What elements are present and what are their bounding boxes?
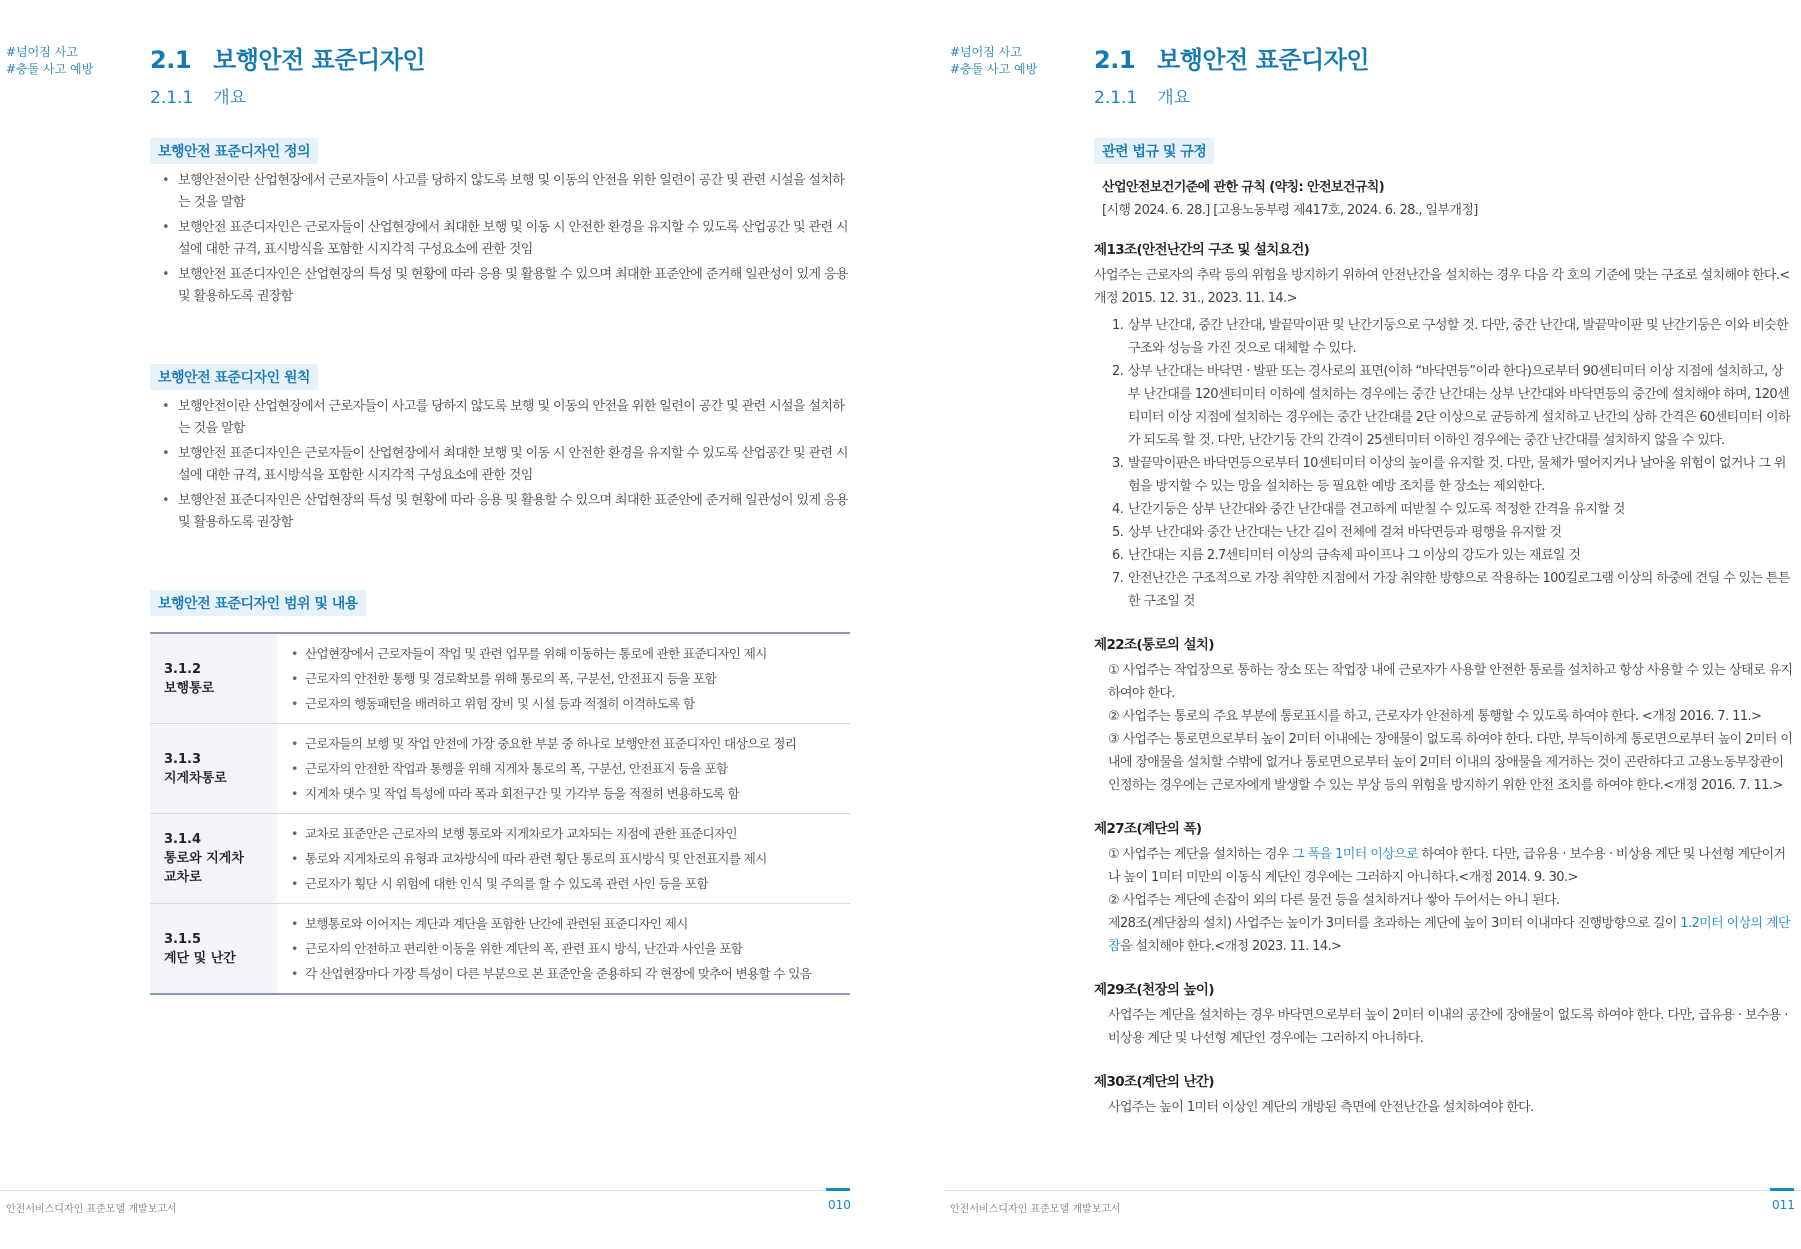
bullet-item: • 보행안전 표준디자인은 산업현장의 특성 및 현황에 따라 응용 및 활용할 수 있으며 최대한 표준안에 준거해 일관성이 있게 응용 및 활용하도록 권장함 xyxy=(150,264,850,308)
page-number: 011 xyxy=(1772,1198,1795,1212)
row-key: 3.1.2 보행통로 xyxy=(150,633,277,724)
article-30: 제30조(계단의 난간) 사업주는 높이 1미터 이상인 계단의 개방된 측면에 안전난간을 설치하여야 한다. xyxy=(1094,1070,1794,1119)
paragraph: ① 사업주는 계단을 설치하는 경우 그 폭을 1미터 이상으로 하여야 한다. 다만, 급유용 · 보수용 · 비상용 계단 및 나선형 계단이거나 높이 1미터 미만의 이동식 계단인 경우에는 그러하지 아니하다.<개정 2014. 9. 30.> xyxy=(1108,847,1786,885)
section-badge: 보행안전 표준디자인 원칙 xyxy=(150,364,318,390)
table-bullet: • 교차로 표준안은 근로자의 보행 통로와 지게차로가 교차되는 지점에 관한 표준디자인 xyxy=(291,821,850,846)
table-bullet: • 산업현장에서 근로자들이 작업 및 관련 업무를 위해 이동하는 통로에 관한 표준디자인 제시 xyxy=(291,641,850,666)
footer-title: 안전서비스디자인 표준모델 개발보고서 xyxy=(6,1204,177,1215)
page-number: 010 xyxy=(828,1198,851,1212)
table-bullet: • 근로자들의 보행 및 작업 안전에 가장 중요한 부분 중 하나로 보행안전 표준디자인 대상으로 정리 xyxy=(291,731,850,756)
table-bullet: • 지게차 댓수 및 작업 특성에 따라 폭과 회전구간 및 가각부 등을 적절히 변용하도록 함 xyxy=(291,781,850,806)
list-item: 4. 난간기둥은 상부 난간대와 중간 난간대를 견고하게 떠받칠 수 있도록 적정한 간격을 유지할 것 xyxy=(1112,502,1625,517)
list-item: 6. 난간대는 지름 2.7센티미터 이상의 금속제 파이프나 그 이상의 강도가 있는 재료일 것 xyxy=(1112,548,1581,563)
list-item: 3. 발끝막이판은 바닥면등으로부터 10센티미터 이상의 높이를 유지할 것. 다만, 물체가 떨어지거나 날아올 위험이 없거나 그 위험을 방지할 수 있는 망을 설치하는 등 필요한 예방 조치를 한 장소는 제외한다. xyxy=(1112,456,1786,494)
bullet-item: • 보행안전이란 산업현장에서 근로자들이 사고를 당하지 않도록 보행 및 이동의 안전을 위한 일련이 공간 및 관련 시설을 설치하는 것을 말함 xyxy=(150,170,850,214)
bullet-item: • 보행안전 표준디자인은 근로자들이 산업현장에서 최대한 보행 및 이동 시 안전한 환경을 유지할 수 있도록 산업공간 및 관련 시설에 대한 규격, 표시방식을 포함한 시지각적 구성요소에 관한 것임 xyxy=(150,443,850,487)
article-27: 제27조(계단의 폭) ① 사업주는 계단을 설치하는 경우 그 폭을 1미터 이상으로 하여야 한다. 다만, 급유용 · 보수용 · 비상용 계단 및 나선형 계단이거나 높이 1미터 미만의 이동식 계단인 경우에는 그러하지 아니하다.<개정 2014. 9. 30.> ② 사업주는 계단에 손잡이 외의 다른 물건 등을 설치하거나 쌓아 두어서는 아니 된다. 제28조(계단참의 설치) 사업주는 높이가 3미터를 초과하는 계단에 높이 3미터 이내마다 진행방향으로 길이 1.2미터 이상의 계단참을 설치해야 한다.<개정 2023. 11. 14.> xyxy=(1094,817,1794,958)
scope-section xyxy=(150,590,850,995)
row-key: 3.1.5 계단 및 난간 xyxy=(150,904,277,995)
footer-title: 안전서비스디자인 표준모델 개발보고서 xyxy=(950,1204,1121,1215)
list-item: 2. 상부 난간대는 바닥면 · 발판 또는 경사로의 표면(이하 “바닥면등”이라 한다)으로부터 90센티미터 이상 지점에 설치하고, 상부 난간대를 120센티미터 이하에 설치하는 경우에는 중간 난간대는 상부 난간대와 바닥면등의 중간에 설치해야 하며, 120센티미터 이상 지점에 설치하는 경우에는 중간 난간대를 2단 이상으로 균등하게 설치하고 난간의 상하 간격은 60센티미터 이하가 되도록 할 것. 다만, 난간기둥 간의 간격이 25센티미터 이하인 경우에는 중간 난간대를 설치하지 않을 수 있다. xyxy=(1112,364,1790,448)
paragraph: ① 사업주는 작업장으로 통하는 장소 또는 작업장 내에 근로자가 사용할 안전한 통로를 설치하고 항상 사용할 수 있는 상태로 유지하여야 한다. xyxy=(1108,663,1793,701)
section-badge: 보행안전 표준디자인 정의 xyxy=(150,138,318,164)
row-key: 3.1.3 지게차통로 xyxy=(150,724,277,814)
principle-section xyxy=(150,364,850,537)
highlight: 1.2미터 이상의 계단참 xyxy=(1108,916,1790,954)
article-13: 제13조(안전난간의 구조 및 설치요건) 사업주는 근로자의 추락 등의 위험을 방지하기 위하여 안전난간을 설치하는 경우 다음 각 호의 기준에 맞는 구조로 설치해야 한다.<개정 2015. 12. 31., 2023. 11. 14.> 1. 상부 난간대, 중간 난간대, 발끝막이판 및 난간기둥으로 구성할 것. 다만, 중간 난간대, 발끝막이판 및 난간기둥은 이와 비슷한 구조와 성능을 가진 것으로 대체할 수 있다. 2. 상부 난간대는 바닥면 · 발판 또는 경사로의 표면(이하 “바닥면등”이라 한다)으로부터 90센티미터 이상 지점에 설치하고, 상부 난간대를 120센티미터 이하에 설치하는 경우에는 중간 난간대는 상부 난간대와 바닥면등의 중간에 설치해야 하며, 120센티미터 이상 지점에 설치하는 경우에는 중간 난간대를 2단 이상으로 균등하게 설치하고 난간의 상하 간격은 60센티미터 이하가 되도록 할 것. 다만, 난간기둥 간의 간격이 25센티미터 이하인 경우에는 중간 난간대를 설치하지 않을 수 있다. 3. 발끝막이판은 바닥면등으로부터 10센티미터 이상의 높이를 유지할 것. 다만, 물체가 떨어지거나 날아올 위험이 없거나 그 위험을 방지할 수 있는 망을 설치하는 등 필요한 예방 조치를 한 장소는 제외한다. 4. 난간기둥은 상부 난간대와 중간 난간대를 견고하게 떠받칠 수 있도록 적정한 간격을 유지할 것 5. 상부 난간대와 중간 난간대는 난간 길이 전체에 걸쳐 바닥면등과 평행을 유지할 것 6. 난간대는 지름 2.7센티미터 이상의 금속제 파이프나 그 이상의 강도가 있는 재료일 것 7. 안전난간은 구조적으로 가장 취약한 지점에서 가장 취약한 방향으로 작용하는 100킬로그램 이상의 하중에 견딜 수 있는 튼튼한 구조일 것 xyxy=(1094,238,1794,613)
hashtags xyxy=(950,44,1037,78)
table-bullet: • 각 산업현장마다 가장 특성이 다른 부분으로 본 표준안을 준용하되 각 현장에 맞추어 변용할 수 있음 xyxy=(291,961,850,986)
footer-rule xyxy=(944,1190,1801,1191)
table-row xyxy=(150,724,850,814)
chapter-title: 2.1 보행안전 표준디자인 xyxy=(1094,46,1370,74)
table-bullet: • 근로자의 안전한 통행 및 경로확보를 위해 통로의 폭, 구분선, 안전표지 등을 포함 xyxy=(291,666,850,691)
footer-accent xyxy=(1770,1188,1794,1191)
table-bullet: • 근로자의 안전하고 편리한 이동을 위한 계단의 폭, 관련 표시 방식, 난간과 사인을 포함 xyxy=(291,936,850,961)
footer-accent xyxy=(826,1188,850,1191)
paragraph: ③ 사업주는 통로면으로부터 높이 2미터 이내에는 장애물이 없도록 하여야 한다. 다만, 부득이하게 통로면으로부터 높이 2미터 이내에 장애물을 설치할 수밖에 없거나 통로면으로부터 높이 2미터 이내의 장애물을 제거하는 것이 곤란하다고 고용노동부장관이 인정하는 경우에는 근로자에게 발생할 수 있는 부상 등의 위험을 방지하기 위한 안전 조치를 하여야 한다.<개정 2016. 7. 11.> xyxy=(1108,732,1793,793)
table-bullet: • 근로자가 횡단 시 위험에 대한 인식 및 주의를 할 수 있도록 관련 사인 등을 포함 xyxy=(291,871,850,896)
table-row xyxy=(150,633,850,724)
highlight: 그 폭을 1미터 이상으로 xyxy=(1292,847,1419,862)
hashtag[interactable]: #넘어짐 사고 xyxy=(6,45,78,59)
right-page xyxy=(944,0,1801,1249)
bullet-item: • 보행안전 표준디자인은 근로자들이 산업현장에서 최대한 보행 및 이동 시 안전한 환경을 유지할 수 있도록 산업공간 및 관련 시설에 대한 규격, 표시방식을 포함한 시지각적 구성요소에 관한 것임 xyxy=(150,217,850,261)
section-title: 2.1.1 개요 xyxy=(150,88,247,108)
article-22: 제22조(통로의 설치) ① 사업주는 작업장으로 통하는 장소 또는 작업장 내에 근로자가 사용할 안전한 통로를 설치하고 항상 사용할 수 있는 상태로 유지하여야 한다. ② 사업주는 통로의 주요 부분에 통로표시를 하고, 근로자가 안전하게 통행할 수 있도록 하여야 한다. <개정 2016. 7. 11.> ③ 사업주는 통로면으로부터 높이 2미터 이내에는 장애물이 없도록 하여야 한다. 다만, 부득이하게 통로면으로부터 높이 2미터 이내에 장애물을 설치할 수밖에 없거나 통로면으로부터 높이 2미터 이내의 장애물을 제거하는 것이 곤란하다고 고용노동부장관이 인정하는 경우에는 근로자에게 발생할 수 있는 부상 등의 위험을 방지하기 위한 안전 조치를 하여야 한다.<개정 2016. 7. 11.> xyxy=(1094,633,1794,797)
page-heading xyxy=(150,40,425,108)
hashtag[interactable]: #넘어짐 사고 xyxy=(950,45,1022,59)
section-title: 2.1.1 개요 xyxy=(1094,88,1191,108)
article-29: 제29조(천장의 높이) 사업주는 계단을 설치하는 경우 바닥면으로부터 높이 2미터 이내의 공간에 장애물이 없도록 하여야 한다. 다만, 급유용 · 보수용 · 비상용 계단 및 나선형 계단인 경우에는 그러하지 아니하다. xyxy=(1094,978,1794,1050)
paragraph: 사업주는 계단을 설치하는 경우 바닥면으로부터 높이 2미터 이내의 공간에 장애물이 없도록 하여야 한다. 다만, 급유용 · 보수용 · 비상용 계단 및 나선형 계단인 경우에는 그러하지 아니하다. xyxy=(1108,1008,1788,1046)
table-bullet: • 근로자의 행동패턴을 배려하고 위험 장비 및 시설 등과 적절히 이격하도록 함 xyxy=(291,691,850,716)
scope-table xyxy=(150,632,850,995)
table-row xyxy=(150,904,850,995)
hashtags xyxy=(6,44,93,78)
hashtag[interactable]: #충돌 사고 예방 xyxy=(6,62,94,76)
page-heading xyxy=(1094,40,1369,108)
paragraph: ② 사업주는 통로의 주요 부분에 통로표시를 하고, 근로자가 안전하게 통행할 수 있도록 하여야 한다. <개정 2016. 7. 11.> xyxy=(1108,709,1762,724)
footer-rule xyxy=(0,1190,850,1191)
list-item: 7. 안전난간은 구조적으로 가장 취약한 지점에서 가장 취약한 방향으로 작용하는 100킬로그램 이상의 하중에 견딜 수 있는 튼튼한 구조일 것 xyxy=(1112,571,1790,609)
section-badge: 관련 법규 및 규정 xyxy=(1094,138,1214,164)
list-item: 5. 상부 난간대와 중간 난간대는 난간 길이 전체에 걸쳐 바닥면등과 평행을 유지할 것 xyxy=(1112,525,1562,540)
table-bullet: • 통로와 지게차로의 유형과 교차방식에 따라 관련 횡단 통로의 표시방식 및 안전표지를 제시 xyxy=(291,846,850,871)
chapter-title: 2.1 보행안전 표준디자인 xyxy=(150,46,426,74)
table-row xyxy=(150,814,850,904)
list-item: 1. 상부 난간대, 중간 난간대, 발끝막이판 및 난간기둥으로 구성할 것. 다만, 중간 난간대, 발끝막이판 및 난간기둥은 이와 비슷한 구조와 성능을 가진 것으로 대체할 수 있다. xyxy=(1112,318,1789,356)
law-name: 산업안전보건기준에 관한 규칙 (약칭: 안전보건규칙) xyxy=(1102,180,1385,195)
table-bullet: • 보행통로와 이어지는 계단과 계단을 포함한 난간에 관련된 표준디자인 제시 xyxy=(291,911,850,936)
paragraph: 사업주는 높이 1미터 이상인 계단의 개방된 측면에 안전난간을 설치하여야 한다. xyxy=(1108,1100,1534,1115)
table-bullet: • 근로자의 안전한 작업과 통행을 위해 지게차 통로의 폭, 구분선, 안전표지 등을 포함 xyxy=(291,756,850,781)
paragraph: ② 사업주는 계단에 손잡이 외의 다른 물건 등을 설치하거나 쌓아 두어서는 아니 된다. xyxy=(1108,893,1560,908)
law-info: [시행 2024. 6. 28.] [고용노동부령 제417호, 2024. 6. 28., 일부개정] xyxy=(1102,203,1478,218)
bullet-item: • 보행안전 표준디자인은 산업현장의 특성 및 현황에 따라 응용 및 활용할 수 있으며 최대한 표준안에 준거해 일관성이 있게 응용 및 활용하도록 권장함 xyxy=(150,490,850,534)
row-key: 3.1.4 통로와 지게차 교차로 xyxy=(150,814,277,904)
paragraph: 제28조(계단참의 설치) 사업주는 높이가 3미터를 초과하는 계단에 높이 3미터 이내마다 진행방향으로 길이 1.2미터 이상의 계단참을 설치해야 한다.<개정 2023. 11. 14.> xyxy=(1108,916,1790,954)
regulations-section xyxy=(1094,138,1794,1119)
definition-section xyxy=(150,138,850,311)
bullet-item: • 보행안전이란 산업현장에서 근로자들이 사고를 당하지 않도록 보행 및 이동의 안전을 위한 일련이 공간 및 관련 시설을 설치하는 것을 말함 xyxy=(150,396,850,440)
hashtag[interactable]: #충돌 사고 예방 xyxy=(950,62,1038,76)
left-page xyxy=(0,0,900,1249)
section-badge: 보행안전 표준디자인 범위 및 내용 xyxy=(150,590,366,616)
